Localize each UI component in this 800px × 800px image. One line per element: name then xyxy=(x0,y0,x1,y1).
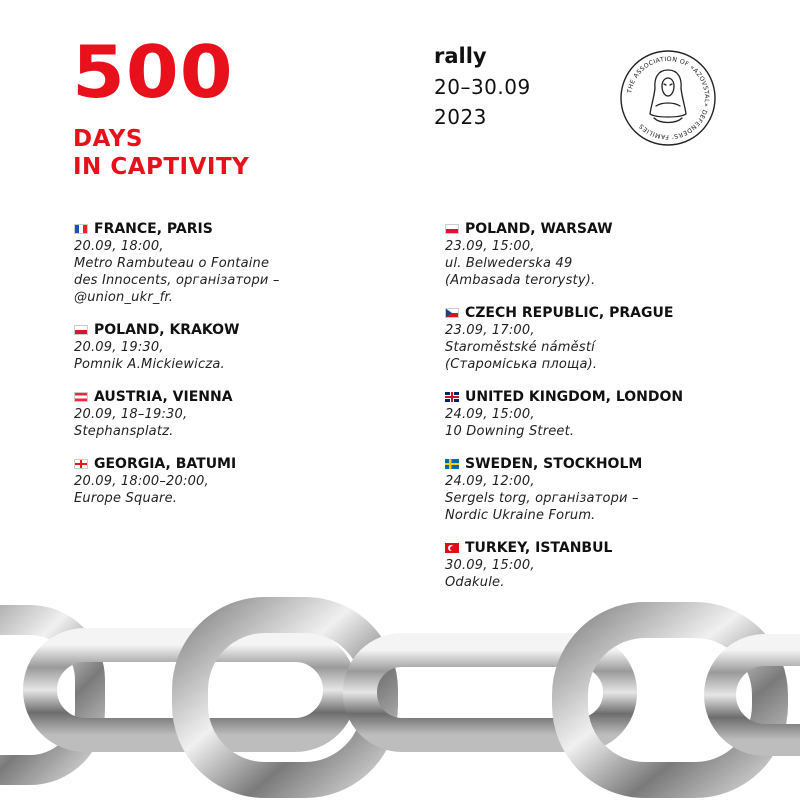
event-title: POLAND, WARSAW xyxy=(465,221,613,237)
event-line: 23.09, 17:00, xyxy=(445,323,535,338)
event-details xyxy=(74,473,394,507)
austria-flag-icon xyxy=(74,392,88,402)
event-line: Europe Square. xyxy=(74,491,178,506)
event-title: FRANCE, PARIS xyxy=(94,221,213,237)
rally-year: 2023 xyxy=(434,105,487,129)
event-line: Metro Rambuteau o Fontaine xyxy=(74,256,270,271)
events-left-column xyxy=(74,220,394,522)
association-logo-icon xyxy=(618,48,718,148)
event-poland-warsaw xyxy=(445,220,775,289)
georgia-flag-icon xyxy=(74,459,88,469)
event-line: Nordic Ukraine Forum. xyxy=(445,508,596,523)
event-details xyxy=(74,238,394,306)
event-title: POLAND, KRAKOW xyxy=(94,322,240,338)
event-details xyxy=(74,406,394,440)
event-details xyxy=(74,339,394,373)
event-france-paris xyxy=(74,220,394,306)
poland-flag-icon xyxy=(445,224,459,234)
event-line: 23.09, 15:00, xyxy=(445,239,535,254)
svg-text:THE ASSOCIATION OF «AZOVSTAL» xyxy=(626,56,710,140)
event-line: 20.09, 19:30, xyxy=(74,340,164,355)
event-line: (Ambasada terorysty). xyxy=(445,273,596,288)
event-line: Sergels torg, організатори – xyxy=(445,491,639,506)
rally-dates: 20–30.09 xyxy=(434,75,531,99)
chain-texture xyxy=(0,590,800,800)
chain-illustration xyxy=(0,590,800,800)
event-details xyxy=(445,322,775,373)
event-details xyxy=(445,473,775,524)
uk-flag-icon xyxy=(445,392,459,402)
days-count: 500 xyxy=(72,29,234,114)
event-line: des Innocents, організатори – xyxy=(74,273,280,288)
event-line: 20.09, 18–19:30, xyxy=(74,407,188,422)
event-line: 24.09, 12:00, xyxy=(445,474,535,489)
event-line: @union_ukr_fr. xyxy=(74,290,174,305)
event-line: Staroměstské náměstí xyxy=(445,340,595,355)
event-title: TURKEY, ISTANBUL xyxy=(465,540,613,556)
logo-figure xyxy=(650,70,686,123)
event-turkey-istanbul xyxy=(445,539,775,591)
event-line: 10 Downing Street. xyxy=(445,424,575,439)
event-georgia-batumi xyxy=(74,455,394,507)
event-uk-london xyxy=(445,388,775,440)
event-czech-prague xyxy=(445,304,775,373)
event-line: Odakule. xyxy=(445,575,505,590)
subtitle-line-2: IN CAPTIVITY xyxy=(73,154,250,180)
czech-flag-icon xyxy=(445,308,459,318)
event-line: Stephansplatz. xyxy=(74,424,174,439)
subtitle-line-1: DAYS xyxy=(73,126,143,152)
event-title: SWEDEN, STOCKHOLM xyxy=(465,456,643,472)
logo-ring-text: THE ASSOCIATION OF «AZOVSTAL» DEFENDERS' FAMILIES xyxy=(626,55,711,141)
rally-label: rally xyxy=(434,44,487,68)
france-flag-icon xyxy=(74,224,88,234)
event-line: 20.09, 18:00, xyxy=(74,239,164,254)
event-line: 30.09, 15:00, xyxy=(445,558,535,573)
event-poland-krakow xyxy=(74,321,394,373)
event-title: UNITED KINGDOM, LONDON xyxy=(465,389,684,405)
event-line: 24.09, 15:00, xyxy=(445,407,535,422)
event-sweden-stockholm xyxy=(445,455,775,524)
event-austria-vienna xyxy=(74,388,394,440)
event-title: GEORGIA, BATUMI xyxy=(94,456,237,472)
event-title: CZECH REPUBLIC, PRAGUE xyxy=(465,305,674,321)
event-line: 20.09, 18:00–20:00, xyxy=(74,474,209,489)
poland-flag-icon xyxy=(74,325,88,335)
event-line: (Староміська площа). xyxy=(445,357,598,372)
sweden-flag-icon xyxy=(445,459,459,469)
event-details xyxy=(445,406,775,440)
event-line: ul. Belwederska 49 xyxy=(445,256,573,271)
events-right-column xyxy=(445,220,775,606)
event-title: AUSTRIA, VIENNA xyxy=(94,389,233,405)
event-details xyxy=(445,557,775,591)
rally-dates-block xyxy=(434,72,531,132)
turkey-flag-icon xyxy=(445,543,459,553)
event-details xyxy=(445,238,775,289)
event-line: Pomnik A.Mickiewicza. xyxy=(74,357,225,372)
poster-subtitle xyxy=(73,125,249,181)
